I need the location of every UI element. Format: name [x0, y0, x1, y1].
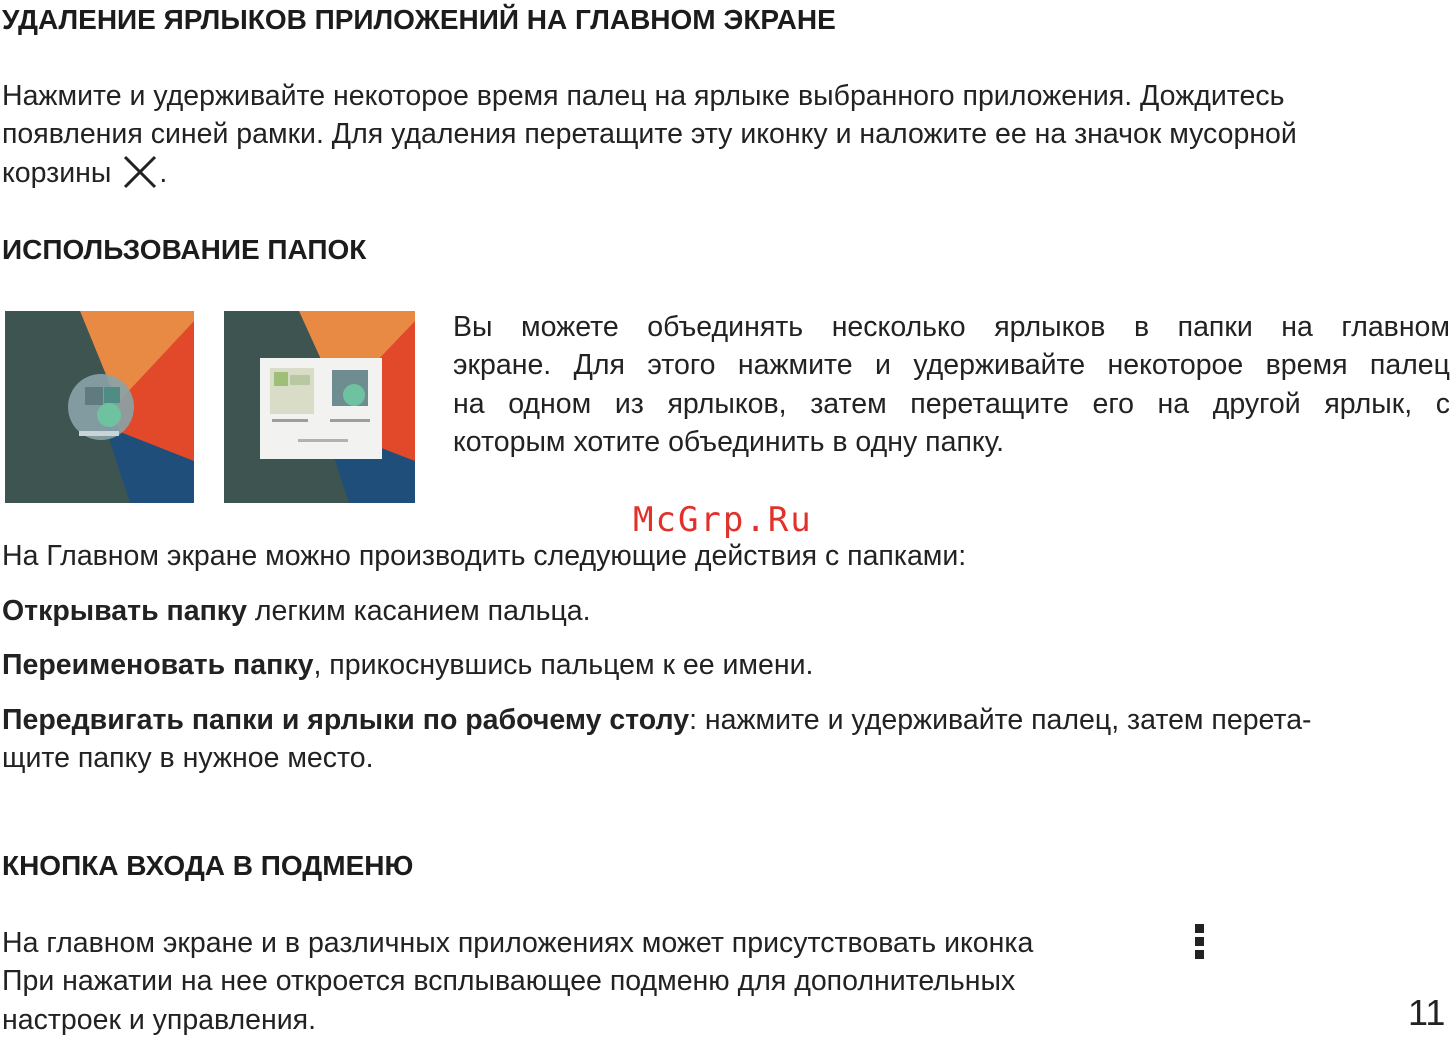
paragraph-line: На главном экране и в различных приложениях может присутствовать иконка: [2, 927, 1034, 959]
paragraph-text: : нажмите и удерживайте палец, затем перета-: [689, 704, 1312, 736]
paragraph-line: на одном из ярлыков, затем перетащите его на другой ярлык, с: [453, 388, 1450, 420]
paragraph-line: щите папку в нужное место.: [2, 742, 374, 774]
heading-remove-shortcuts: УДАЛЕНИЕ ЯРЛЫКОВ ПРИЛОЖЕНИЙ НА ГЛАВНОМ ЭКРАНЕ: [2, 4, 836, 35]
paragraph-line: Вы можете объединять несколько ярлыков в папки на главном: [453, 311, 1450, 343]
folder-screenshot-2: [224, 311, 415, 503]
list-item-move-folders: [2, 701, 1312, 740]
paragraph-text: , прикоснувшись пальцем к ее имени.: [313, 649, 814, 681]
watermark: McGrp.Ru: [633, 500, 813, 540]
paragraph-text: .: [159, 157, 168, 189]
paragraph-line: которым хотите объединить в одну папку.: [453, 426, 1005, 458]
paragraph-line: появления синей рамки. Для удаления перетащите эту иконку и наложите ее на значок мусорной: [2, 118, 1297, 150]
heading-using-folders: ИСПОЛЬЗОВАНИЕ ПАПОК: [2, 234, 367, 265]
paragraph-line: экране. Для этого нажмите и удерживайте некоторое время палец: [453, 349, 1450, 381]
paragraph-line: При нажатии на нее откроется всплывающее подменю для дополнительных: [2, 965, 1016, 997]
more-vertical-icon: [1193, 922, 1207, 960]
list-item-open-folder: [2, 592, 591, 631]
paragraph-text: корзины: [2, 157, 112, 189]
paragraph-text: легким касанием пальца.: [246, 595, 591, 627]
opened-folder-image: [224, 311, 415, 503]
home-wallpaper-image: [5, 311, 194, 503]
paragraph-line: На Главном экране можно производить следующие действия с папками:: [2, 540, 967, 572]
list-item-rename-folder: [2, 646, 813, 685]
paragraph-line: настроек и управления.: [2, 1004, 317, 1036]
paragraph-line: [2, 154, 167, 193]
bold-term: Открывать папку: [2, 595, 247, 627]
heading-submenu-button: КНОПКА ВХОДА В ПОДМЕНЮ: [2, 850, 414, 881]
bold-term: Передвигать папки и ярлыки по рабочему столу: [2, 704, 690, 736]
page-number: 11: [1408, 992, 1446, 1033]
bold-term: Переименовать папку: [2, 649, 314, 681]
paragraph-line: Нажмите и удерживайте некоторое время палец на ярлыке выбранного приложения. Дождитесь: [2, 80, 1285, 112]
close-x-icon: [121, 154, 159, 190]
folder-screenshot-1: [5, 311, 194, 503]
